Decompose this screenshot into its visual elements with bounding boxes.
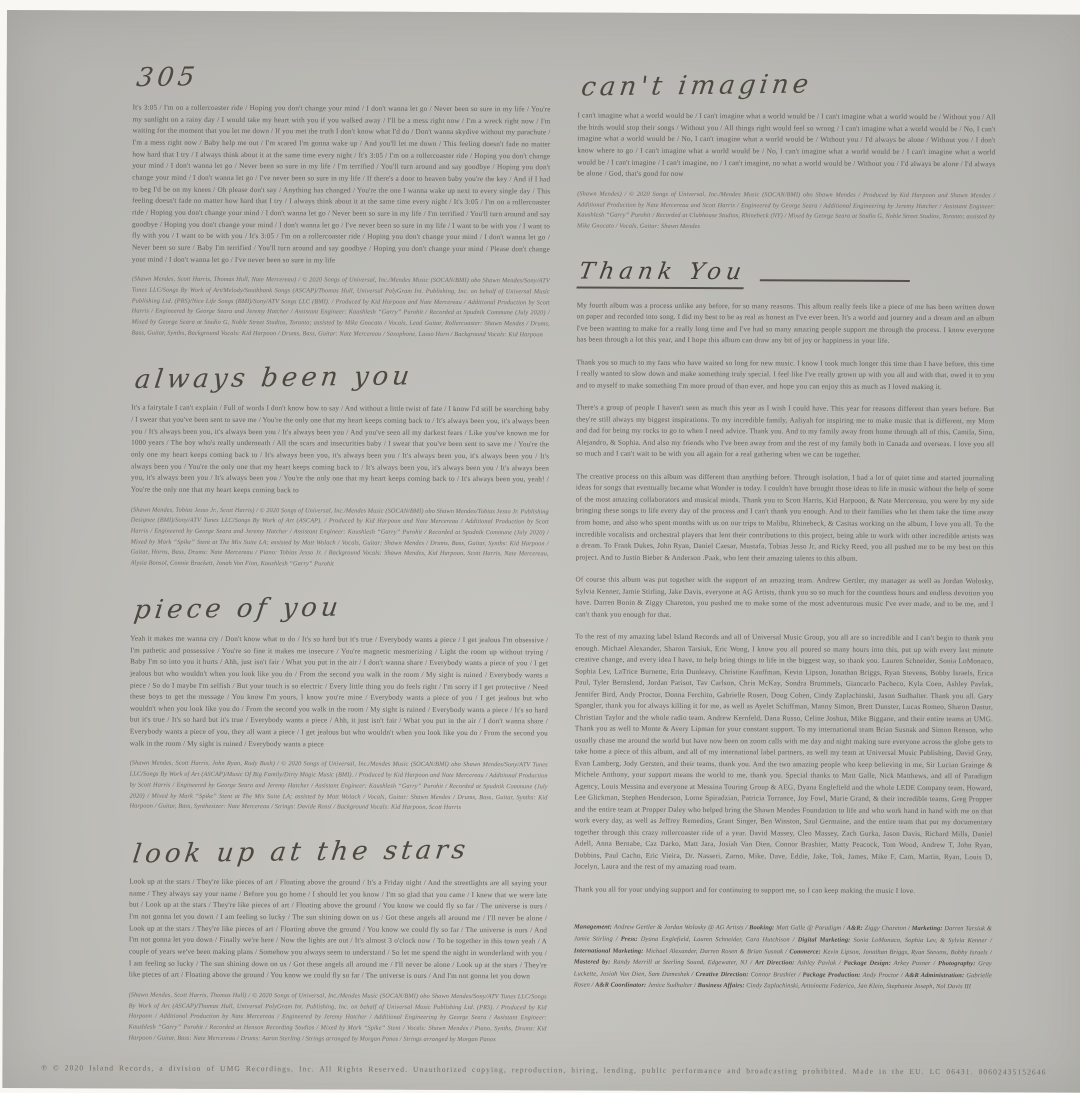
song-title-look-up-at-the-stars: look up at the stars: [131, 835, 472, 870]
song-title-cant-imagine: can't imagine: [579, 69, 815, 103]
song-section-piece-of-you: [129, 593, 548, 814]
vinyl-insert-paper: [2, 10, 1080, 1093]
credit-entry: Mastered by: Randy Merrill at Sterling Sound, Edgewater, NJ /: [573, 958, 755, 967]
song-section-look-up-at-the-stars: [128, 836, 547, 1045]
lyrics-cant-imagine: I can't imagine what a world would be / I can't imagine what a world would be / I can't imagine what a world would be / Without you / All the birds would stop their songs / Without you / All things right would feel so wrong / I can't imagine what a world would be / No, I can't imagine what a world would be / No, I can't imagine what a world would be / Without you / I'd always be alone / Without you / I don't know where to go / I can't imagine what a world would be / No, I can't imagine what a world would be / I can't imagine what a world would be / I can't imagine / I can't imagine, no / I can't imagine, no what a world would be / Without you / I'd always be alone / I'd always be alone / God, that's good for now: [577, 111, 996, 179]
credit-entry: Package Design: Arkey Posner /: [843, 959, 939, 968]
right-column: [574, 70, 996, 992]
thank-you-title: Thank You: [576, 258, 748, 289]
thank-you-underline-rule: [760, 279, 910, 282]
song-title-305: 305: [134, 62, 201, 94]
credit-entry: A&R Coordinator: Jenice Sudhalter /: [595, 981, 698, 990]
thank-you-paragraph: There's a group of people I haven't seen as much this year as I wish I could have. This year for reasons different than years before. But they're still always my biggest inspirations. To my incredible family, Aaliyah for inspiring me to make music that is different, my Mom and dad for being my rocks to go to when I need advice. Thank you. And to my family away from home through all of this, Camila, Sinu, Alejandro, & Sophia. And also my friends who I've been away from and the rest of my family both in Canada and overseas. I love you all so much and I can't wait to be with you all again for a real gathering when we can be together.: [576, 403, 995, 460]
thank-you-heading-row: [579, 258, 995, 290]
credit-entry: Business Affairs: Cindy Zaplachinski, Antoinette Federico, Jan Klein, Stephanie Joseph, Nol Davis III: [697, 982, 972, 991]
credits-305: (Shawn Mendes, Scott Harris, Thomas Hull, Nate Mercereau) / © 2020 Songs of Universal, Inc./Mendes Music (SOCAN/BMI) obo Shawn Mendes/Sony/ATV Tunes LLC/Songs By Work of Art/Melody/Southbank Songs (ASCAP)/Thomas Hull, Universal PolyGram Int. Publishing, Inc. on behalf of Universal Music Publishing Ltd. (PRS)/Nice Life Songs (BMI)/Sony/ATV Songs LLC (BMI). / Produced by Kid Harpoon and Nate Mercereau / Additional Production by Scott Harris / Engineered by George Seara and Jeremy Hatcher / Assistant Engineer: Kaushlesh “Garry” Purohit / Recorded at Spudnik Commune (July 2020) / Mixed by George Seara at Studio G, Noble Street Studios, Toronto; assisted by Mike Gnocato / Vocals, Lead Guitar, Rollercoaster: Shawn Mendes / Drums, Bass, Guitar, Synths, Background Vocals: Kid Harpoon / Drums, Bass, Guitar: Nate Mercereau / Saxophone, Lasso Horn / Background Vocals: Kid Harpoon: [131, 275, 550, 339]
thank-you-paragraph: My fourth album was a process unlike any before, for so many reasons. This album really feels like a piece of me has been written down on paper and recorded into song. I did my best to be as real as honest as I've ever been. It's a world and journey and a dream and an album I've been wanting to make for a really long time and I've had so many amazing people support me through the process. I know everyone has been through a lot this year, and I hope this album can draw any bit of joy or happiness in your life.: [576, 301, 995, 346]
credit-entry: Commerce: Kevin Lipson, Jonathan Briggs, Ryan Stevens, Bobby Israels /: [789, 947, 992, 956]
credit-entry: Creative Direction: Connor Brashier /: [695, 970, 803, 979]
song-section-cant-imagine: [577, 70, 996, 234]
thank-you-paragraph: Of course this album was put together with the support of an amazing team. Andrew Gertler, my manager as well as Jordan Wolosky, Sylvia Kenner, Jamie Stirling, Jake Davis, everyone at AG Artists, thank you so so much for the countless hours and endless devotion you have. Darren Bonin & Ziggy Chareton, you pushed me to make some of the most adventurous music I've ever made, and to be me, and I can't thank you enough for that.: [575, 575, 994, 619]
credits-piece-of-you: (Shawn Mendes, Scott Harris, John Ryan, Rudy Bush) / © 2020 Songs of Universal, Inc./Mendes Music (SOCAN/BMI) obo Shawn Mendes/Sony/ATV Tunes LLC/Songs By Work of Art (ASCAP)/Music Of Big Family/Dirty Magic Music (BMI). / Produced by Kid Harpoon and Nate Mercereau / Additional Production by Scott Harris / Engineered by George Seara and Jeremy Hatcher / Assistant Engineer: Kaushlesh “Garry” Purohit / Recorded at Spudnik Commune (July 2020) / Mixed by Mark “Spike” Stent at The Mix Suite LA; assisted by Matt Wolach / Vocals, Guitar: Shawn Mendes / Drums, Bass, Guitar, Synths: Kid Harpoon / Guitar, Bass, Synthesizer: Nate Mercereau / Strings: Davide Rossi / Background Vocals: Kid Harpoon, Scott Harris: [129, 759, 548, 812]
thank-you-paragraph: To the rest of my amazing label Island Records and all of Universal Music Group, you all are so incredible and I can't begin to thank you enough. Michael Alexander, Sharon Tarsiuk, Eric Wong, I know you all poured so many hours into this, put up with every last minute creative change, and every idea I have, to help bring things to life in the biggest way, so thank you. Lauren Schneider, Sonia LoMonaco, Sophia Lev, LaTrice Burnette, Erin Dunleavy, Christine Kauffman, Kevin Lipson, Jonathan Briggs, Ryan Stevens, Bobby Israels, Erica Paul, Tyler Bernslend, Jordan Parisot, Tav Carlson, Chris McKay, Sondra Brummels, Giancarlo Pacheco, Kyla Coen, Ashley Pavlak, Jennifer Bird, Andy Proctor, Donna Ferchito, Gabrielle Rosen, Doug Cohen, Cindy Zaplachinski, Jason Sudhalter. Thank you all. Gary Spangler, thank you for always killing it for me, as well as Ayelet Schiffman, Manny Simon, Brett Dunster, Lucas Romeo, Sharon Dastur, Christian Taylor and the whole radio team. Andrew Kernfeld, Dana Russo, Celine Joshua, Mike Biggane, and their entire teams at UMG. Thank you as well to Monte & Avery Lipman for your constant support. To my international team Brian Susnak and Simon Renson, who usually chase me around the world but have now been on zoom calls with me day and night making sure everyone across the globe gets to take home a piece of this album, and all of my international label partners, as well my team at Universal Music Publishing, David Gray, Evan Lamberg, Jody Gersten, and their teams, thank you. And the two amazing people who keep believing in me, Sir Lucian Grainge & Michele Anthony, your support means the world to me, thank you. Special thanks to Matt Galle, Nick Matthews, and all of Paradigm Agency, Louis Messina and everyone at Messina Touring Group & AEG, Dyana Englefield and the whole LEDE Company team, Howard, Lee Glickman, Stephen Henderson, Lorne Spiradzian, Patricia Torrance, Joy Fowl, Marie Grand, & their incredible teams, Greg Propper and the entire team at Propper Daley who helped bring the Shawn Mendes Foundation to life and who work hand in hand with me on that work every day, as well as Jeffrey Remedios, Grant Singer, Ben Winston, Saul Germaine, and the entire team that put my documentary together through this crazy rollercoaster ride of a year. David Massey, Cleo Massey, Zach Gurka, Jason Davis, Richard Mills, Daniel Adell, Anna Bernabe, Caz Darko, Matt Jara, Josiah Van Dien, Connor Brashier, Matty Peacock, Tom Wood, Andrew T, John Ryan, Dobbins, Paul Cacho, Eric Vieira, Dr. Nasseri, Zarno, Mike, Dave, Eddie, Jake, Tok, James, Mike F, Cam, Martin, Ryan, Louis D, Jocelyn, Laura and the rest of my amazing road team.: [574, 632, 994, 872]
credits-cant-imagine: (Shawn Mendes) / © 2020 Songs of Universal, Inc./Mendes Music (SOCAN/BMI) obo Shawn Mendes / Produced by Kid Harpoon and Shawn Mendes / Additional Production by Nate Mercereau and Scott Harris / Engineered by George Seara / Additional Engineering by Jeremy Hatcher / Assistant Engineer: Kaushlesh “Garry” Purohit / Recorded at Clubhouse Studios, Rhinebeck (NY) / Mixed by George Seara at Studio G, Noble Street Studios, Toronto; assisted by Mike Gnocato / Vocals, Guitar: Shawn Mendes: [577, 190, 996, 231]
credit-entry: International Marketing: Michael Alexander, Darren Rosen & Brian Susnak /: [573, 947, 790, 955]
credit-entry: Management: Andrew Gertler & Jordan Wolosky @ AG Artists /: [573, 923, 750, 932]
lyrics-look-up-at-the-stars: Look up at the stars / They're like pieces of art / Floating above the ground / It's a Friday night / And the streetlights are all saying your name / They always say your name / Before you go home / I should let you know / I'm so glad that you came / I knew that we were late but / Look up at the stars / They're like pieces of art / Floating above the ground / You know we could fly so far / The universe is ours / I'm not gonna let you down / I am feeling so lucky / The sun shining down on us / Got these angels all around me / I'll never be alone / Look up at the stars / They're like pieces of art / Floating above the ground / You know we could fly so far / The universe is ours / And I'm not gonna let you down / Finally we're here / Now the lights are out / It's almost 3 o'clock now / To be together in this town yeah / A couple of years we've been making plans / Somehow you always seem to understand / So let me spend the night in wonderland with you / I am feeling so lucky / The sun shining down on us / Got these angels all around me / I'll never be alone / Look up at the stars / They're like pieces of art / Floating above the ground / You know we could fly so far / The universe is ours / And I'm not gonna let you down: [128, 877, 548, 981]
credits-always-been-you: (Shawn Mendes, Tobias Jesso Jr., Scott Harris) / © 2020 Songs of Universal, Inc./Mendes Music (SOCAN/BMI) obo Shawn Mendes/Tobias Jesso Jr. Publishing Designee (BMI)/Sony/ATV Tunes LLC/Songs By Work of Art (ASCAP). / Produced by Kid Harpoon and Nate Mercereau / Additional Production by Scott Harris / Engineered by George Seara and Jeremy Hatcher / Assistant Engineer: Kaushlesh “Garry” Purohit / Recorded at Spudnik Commune (July 2020) / Mixed by Mark “Spike” Stent at The Mix Suite LA; assisted by Matt Wolach / Vocals, Guitar: Shawn Mendes / Drums, Bass, Guitar, Synths: Kid Harpoon / Guitar, Horns, Bass, Drums: Nate Mercereau / Piano: Tobias Jesso Jr. / Background Vocals: Shawn Mendes, Kid Harpoon, Scott Harris, Nate Mercereau, Alysia Bonsol, Connie Brackett, Jonah Von Finn, Kaushlesh “Garry” Purohit: [130, 506, 549, 568]
credit-entry: Booking: Matt Galle @ Paradigm /: [749, 924, 847, 933]
staff-credits-block: [574, 922, 992, 993]
thank-you-paragraph: The creative process on this album was different than anything before. Through isolation, I had a lot of quiet time and started journaling ideas for songs that eventually became what Wonder is today. I couldn't have brought those ideas to life in music without the help of some of the most amazing collaborators and musical minds. Thank you to Scott Harris, Kid Harpoon, & Nate Mercereau, you were by my side bringing these songs to life every day of the process and I can't thank you enough. And to their families who let them take the time away from home, and also who spent months with us on our trips to Malibu, Rhinebeck, & Casitas working on the album, I love you all. To the incredible vocalists and orchestral players that lent their contributions to this project, being able to work with other incredible artists was a dream. To Frank Dukes, John Ryan, Daniel Caesar, Mustafa, Tobias Jesso Jr, and Ricky Reed, you all pushed me to be my best on this project. And to Justin Bieber & Anderson .Paak, who lent their amazing talents to this album.: [575, 472, 994, 563]
credit-entry: Package Production: Andy Proctor /: [802, 971, 906, 979]
credits-look-up-at-the-stars: (Shawn Mendes, Scott Harris, Thomas Hull) / © 2020 Songs of Universal, Inc./Mendes Music (SOCAN/BMI) obo Shawn Mendes/Sony/ATV Tunes LLC/Songs By Work of Art (ASCAP)/Thomas Hull, Universal PolyGram Int. Publishing, Inc. on behalf of Universal Music Publishing Ltd. (PRS). / Produced by Kid Harpoon / Additional Production by Nate Mercereau / Engineered by Jeremy Hatcher / Additional Engineering by George Seara / Assistant Engineer: Kaushlesh “Garry” Purohit / Recorded at Henson Recording Studios / Mixed by Mark “Spike” Stent / Vocals: Shawn Mendes / Piano, Synths, Drums: Kid Harpoon / Guitar, Bass: Nate Mercereau / Drums: Aaron Sterling / Strings arranged by Morgan Panos / Strings arranged by Morgan Panos: [128, 991, 547, 1043]
song-title-piece-of-you: piece of you: [132, 592, 344, 626]
credit-entry: Digital Marketing: Sonia LoMonaco, Sophia Lev, & Sylvia Kenner /: [797, 936, 992, 945]
lyrics-always-been-you: It's a fairytale I can't explain / Full of words I don't know how to say / And without a little twist of fate / I know I'd still be searching baby / I swear that you've been sent to save me / You're the only one that my heart keeps coming back to / It's always been you, it's always been you / It's always been you, it's always been you / It's always been you / And you've seen all my darkest fears / Like you've known me for 1000 years / The boy who's really underneath / All the scars and insecurities baby / I swear that you've been sent to save me / You're the only one my heart keeps coming back to / It's always been you, it's always been you / It's always been you, it's always been you / It's always been you / You're the only one that my heart keeps coming back to / It's always been you, it's always been you / It's always been you, it's always been you / It's always been you / You're the only one that my heart keeps coming back to / It's always been you, yeah! / You're the only one that my heart keeps coming back to: [130, 403, 550, 495]
credit-entry: Photography: Gray Luckette, Josiah Van Dien, Sam Dameshek /: [573, 960, 992, 978]
thank-you-paragraph: Thank you so much to my fans who have waited so long for new music. I know I took much longer this time than I have before, this time I really wanted to slow down and make something truly special. I feel like I've really grown up with you all and with that, owed it to you and to myself to make something I'm more proud of than ever, and hope you can enjoy this as much as I loved making it.: [576, 358, 995, 391]
credit-entry: A&R Administration: Gabrielle Rosen /: [573, 971, 992, 989]
lyrics-305: It's 3:05 / I'm on a rollercoaster ride / Hoping you don't change your mind / I don't wanna let go / Never been so sure in my life / You're my sunlight on a rainy day / I would take my heart with you if you walked away / I'll be a mess right now / I'm a wreck right now / I'm waiting for the moment that you let me down / If you met the truth I don't know what I'd do / Don't wanna skydive without my parachute / I'm a mess right now / Baby help me out / I'm scared I'm gonna wake up / And you'll let me down / This feeling doesn't fade no matter how hard that I try / I always think about it at the same time every night / It's 3:05 / I'm on a rollercoaster ride / Hoping you don't change your mind / I don't wanna let go / Never been so sure in my life / I'm terrified / You'll turn around and say goodbye / Hoping you don't change your mind / I don't wanna let go / I've never been so sure in my life / If there's a door to heaven baby you're the key / And if I had to beg I'd be on my knees / Oh please don't say / Anything has changed / You're the one I wanna wake up next to every single day / This feeling doesn't fade no matter how hard that I try / I always think about it at the same time every night / It's 3:05 / I'm on a rollercoaster ride / Hoping you don't change your mind / I don't wanna let go / Never been so sure in my life / I'm terrified / You'll turn around and say goodbye / Hoping you don't change your mind / I don't wanna let go / I've never been so sure in my life / I want to be with you / I want to fly with you / I want to be with you / It's 3:05 / I'm on a rollercoaster ride / Hoping you don't change your mind / I don't wanna let go / Never been so sure / Baby I'm terrified / You'll turn around and say goodbye / Hoping you don't change your mind / Please don't change your mind / I don't wanna let go / I've never been so sure in my life: [131, 103, 551, 264]
song-section-305: [132, 63, 551, 341]
copyright-footer: ℗ © 2020 Island Records, a division of UMG Recordings, Inc. All Rights Reserved. Unauthorized copying, reproduction, hiring, lending, public performance and broadcasting prohibited. Made in the EU. LC 06431. 00602435152646: [41, 1063, 1047, 1077]
thank-you-paragraphs: [574, 300, 995, 898]
credit-entry: Press: Dyana Englefield, Lauren Schneider, Cara Hutchison /: [620, 935, 798, 944]
thank-you-paragraph: Thank you all for your undying support and for continuing to support me, so I can keep making the music I love.: [574, 885, 916, 895]
credit-entry: Marketing: Darren Tarsiuk & Jamie Stirling /: [573, 925, 992, 943]
left-column: [128, 63, 550, 1070]
credit-entry: Art Direction: Ashley Pavlak /: [754, 959, 844, 967]
song-section-always-been-you: [131, 363, 550, 571]
song-title-always-been-you: always been you: [133, 361, 416, 396]
credit-entry: A&R: Ziggy Chareton /: [846, 925, 912, 933]
lyrics-piece-of-you: Yeah it makes me wanna cry / Don't know what to do / It's so hard but it's true / Everybody wants a piece / I get jealous I'm obsessive / I'm pathetic and possessive / You're so fine it makes me insecure / You're magnetic mesmerizing / Light the room up without trying / Baby I'm so into you it hurts / Ahh, just isn't fair / What you put in the air / I don't wanna share / Everybody wants a piece of you / I get jealous but who wouldn't when you look like you do / From the second you walk in the room / My sight is ruined / Everybody wants a piece / So do I maybe I'm selfish / But your touch is so electric / Every little thing you do feels right / I'm sorry if I get protective / Need these boys to get the message / You know I'm yours, I know you're mine / Everybody wants a piece of you / I get jealous but who wouldn't when you look like you do / From the second you walk in the room / My sight is ruined / Everybody wants a piece / It's so hard but it's true / It's so hard but it's true / Everybody wants a piece / Ahh, it just isn't fair / What you put in the air / I don't wanna share / Everybody wants a piece of you, they all want a piece / I get jealous but who wouldn't when you look like you do / From the second you walk in the room / My sight is ruined / Everybody wants a piece: [129, 634, 549, 749]
